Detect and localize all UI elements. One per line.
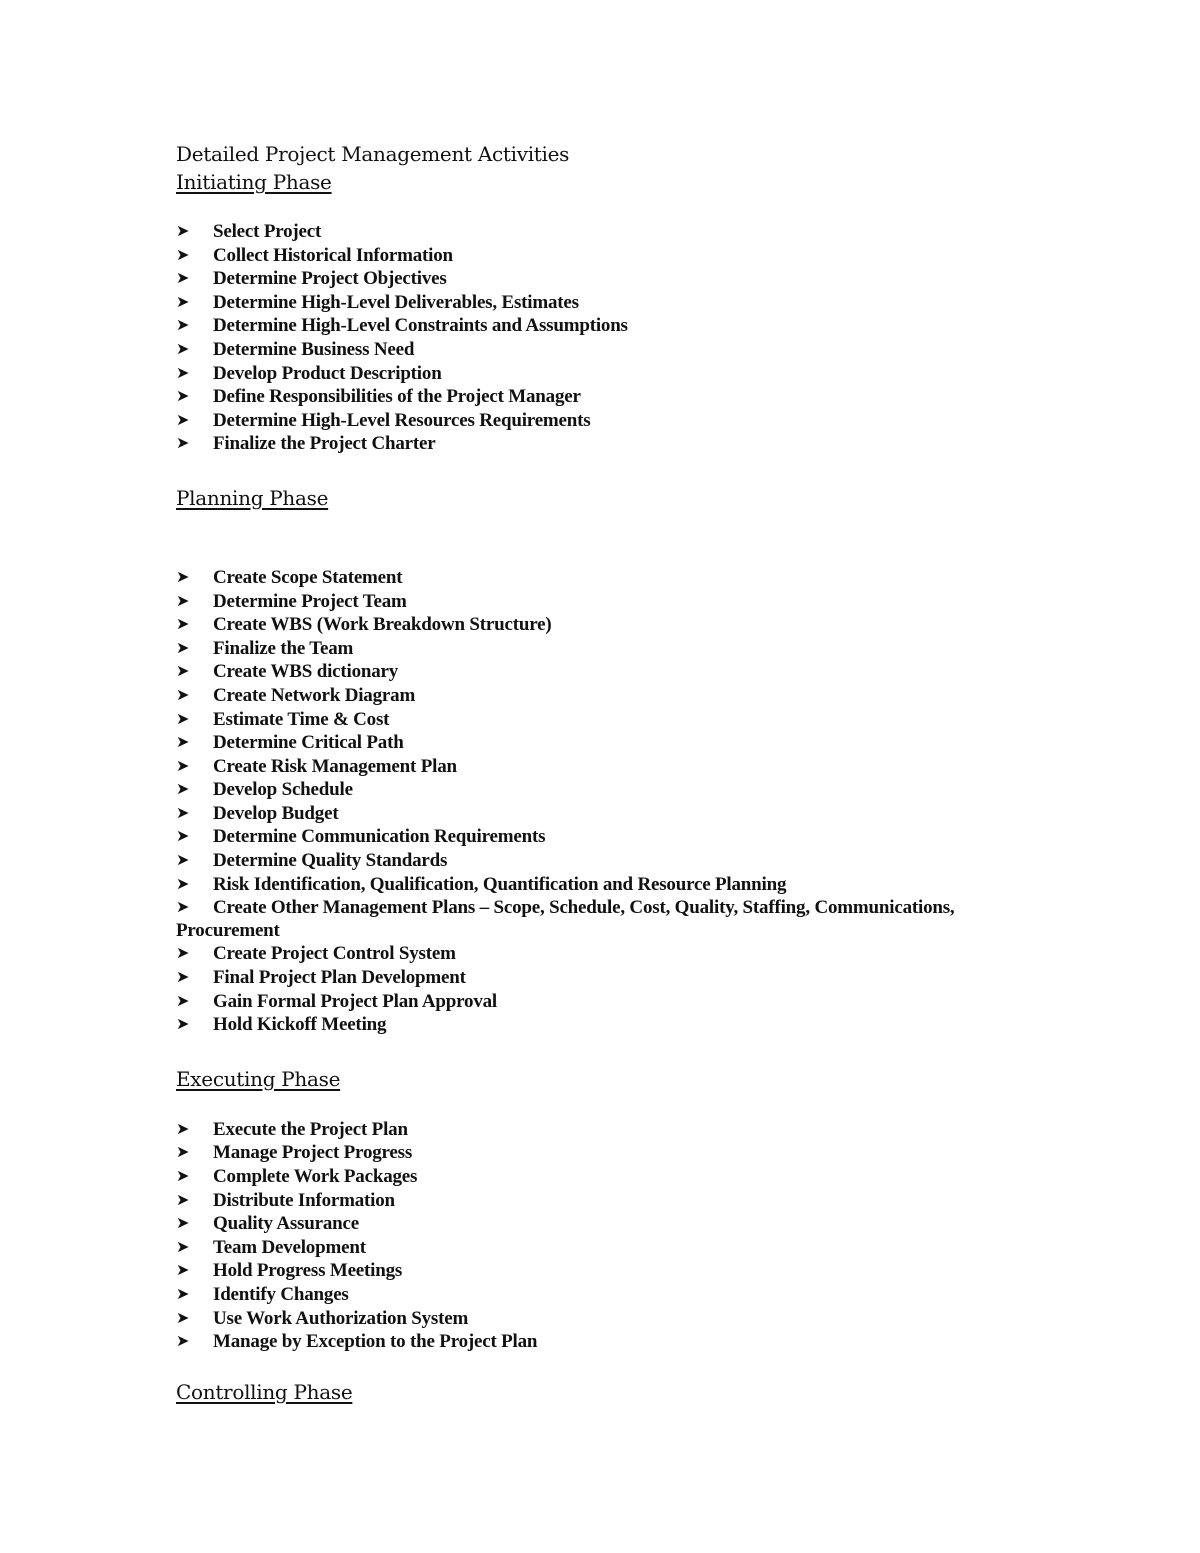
arrowhead-bullet-icon: ➤ [176, 637, 190, 657]
list-item: ➤ Select Project [176, 221, 322, 242]
list-item: ➤ Create Risk Management Plan [176, 755, 457, 777]
arrowhead-bullet-icon: ➤ [176, 684, 190, 704]
list-item: ➤ Create Network Diagram [176, 684, 416, 706]
executing-phase-heading: Executing Phase [176, 1066, 341, 1091]
arrowhead-bullet-icon: ➤ [176, 291, 190, 311]
arrowhead-bullet-icon: ➤ [176, 1189, 190, 1209]
list-item: ➤ Complete Work Packages [176, 1166, 418, 1187]
list-item: ➤ Create WBS (Work Breakdown Structure) [176, 614, 552, 636]
controlling-phase-heading: Controlling Phase [176, 1379, 353, 1404]
list-item: ➤ Finalize the Project Charter [176, 433, 436, 455]
list-item: ➤ Collect Historical Information [176, 244, 453, 266]
arrowhead-bullet-icon: ➤ [176, 779, 190, 799]
list-item: ➤ Create Scope Statement [176, 566, 403, 588]
executing-phase-list [176, 1118, 1076, 1354]
list-item: ➤ Determine Critical Path [176, 732, 404, 754]
list-item: ➤ Hold Kickoff Meeting [176, 1014, 387, 1036]
arrowhead-bullet-icon: ➤ [176, 1118, 190, 1138]
list-item: ➤ Determine High-Level Constraints and Assumptions [176, 315, 628, 337]
initiating-phase-list [176, 220, 1076, 456]
arrowhead-bullet-icon: ➤ [176, 943, 190, 963]
list-item: ➤ Create WBS dictionary [176, 661, 399, 683]
list-item: ➤ Create Other Management Plans – Scope, Schedule, Cost, Quality, Staffing, Communications, Procurement [176, 897, 955, 941]
arrowhead-bullet-icon: ➤ [176, 244, 190, 264]
arrowhead-bullet-icon: ➤ [176, 708, 190, 728]
list-item: ➤ Estimate Time & Cost [176, 708, 390, 730]
arrowhead-bullet-icon: ➤ [176, 315, 190, 335]
arrowhead-bullet-icon: ➤ [176, 338, 190, 358]
arrowhead-bullet-icon: ➤ [176, 268, 190, 288]
list-item: ➤ Distribute Information [176, 1189, 395, 1211]
arrowhead-bullet-icon: ➤ [176, 1213, 190, 1233]
list-item: ➤ Finalize the Team [176, 637, 354, 659]
list-item: ➤ Determine High-Level Resources Requirements [176, 409, 591, 431]
arrowhead-bullet-icon: ➤ [176, 1283, 190, 1303]
arrowhead-bullet-icon: ➤ [176, 802, 190, 822]
list-item: ➤ Manage by Exception to the Project Plan [176, 1331, 538, 1353]
list-item: ➤ Use Work Authorization System [176, 1307, 469, 1329]
list-item: ➤ Hold Progress Meetings [176, 1260, 403, 1282]
list-item: ➤ Develop Product Description [176, 362, 442, 384]
planning-phase-list [176, 566, 1076, 1037]
initiating-phase-heading: Initiating Phase [176, 170, 332, 194]
arrowhead-bullet-icon: ➤ [176, 566, 190, 586]
arrowhead-bullet-icon: ➤ [176, 362, 190, 382]
arrowhead-bullet-icon: ➤ [176, 1331, 190, 1351]
list-item: ➤ Create Project Control System [176, 943, 456, 965]
document-title: Detailed Project Management Activities [176, 142, 570, 166]
arrowhead-bullet-icon: ➤ [176, 826, 190, 846]
arrowhead-bullet-icon: ➤ [176, 1307, 190, 1327]
list-item: ➤ Team Development [176, 1236, 366, 1258]
arrowhead-bullet-icon: ➤ [176, 850, 190, 870]
arrowhead-bullet-icon: ➤ [176, 732, 190, 752]
arrowhead-bullet-icon: ➤ [176, 1166, 190, 1185]
arrowhead-bullet-icon: ➤ [176, 873, 190, 893]
arrowhead-bullet-icon: ➤ [176, 755, 190, 775]
list-item: ➤ Risk Identification, Qualification, Quantification and Resource Planning [176, 873, 787, 895]
list-item: ➤ Determine Project Team [176, 590, 407, 612]
list-item: ➤ Develop Budget [176, 802, 339, 824]
arrowhead-bullet-icon: ➤ [176, 590, 190, 610]
arrowhead-bullet-icon: ➤ [176, 386, 190, 406]
list-item: ➤ Execute the Project Plan [176, 1118, 408, 1140]
list-item: ➤ Determine Quality Standards [176, 850, 448, 872]
list-item: ➤ Determine Business Need [176, 338, 415, 360]
arrowhead-bullet-icon: ➤ [176, 409, 190, 429]
list-item: ➤ Final Project Plan Development [176, 967, 466, 989]
list-item: ➤ Gain Formal Project Plan Approval [176, 990, 498, 1012]
list-item: ➤ Manage Project Progress [176, 1142, 413, 1164]
arrowhead-bullet-icon: ➤ [176, 221, 190, 240]
list-item: ➤ Identify Changes [176, 1283, 349, 1305]
arrowhead-bullet-icon: ➤ [176, 1142, 190, 1162]
arrowhead-bullet-icon: ➤ [176, 1260, 190, 1280]
list-item: ➤ Determine Project Objectives [176, 268, 447, 290]
arrowhead-bullet-icon: ➤ [176, 614, 190, 634]
list-item: ➤ Define Responsibilities of the Project Manager [176, 386, 581, 408]
arrowhead-bullet-icon: ➤ [176, 990, 190, 1010]
planning-phase-heading: Planning Phase [176, 485, 329, 510]
arrowhead-bullet-icon: ➤ [176, 433, 190, 453]
list-item: ➤ Determine High-Level Deliverables, Estimates [176, 291, 579, 313]
arrowhead-bullet-icon: ➤ [176, 967, 190, 987]
arrowhead-bullet-icon: ➤ [176, 661, 190, 681]
document-page [176, 140, 1076, 1405]
list-item: ➤ Determine Communication Requirements [176, 826, 546, 848]
list-item: ➤ Develop Schedule [176, 779, 353, 801]
arrowhead-bullet-icon: ➤ [176, 1236, 190, 1256]
arrowhead-bullet-icon: ➤ [176, 1014, 190, 1034]
arrowhead-bullet-icon: ➤ [176, 897, 190, 917]
list-item: ➤ Quality Assurance [176, 1213, 359, 1235]
